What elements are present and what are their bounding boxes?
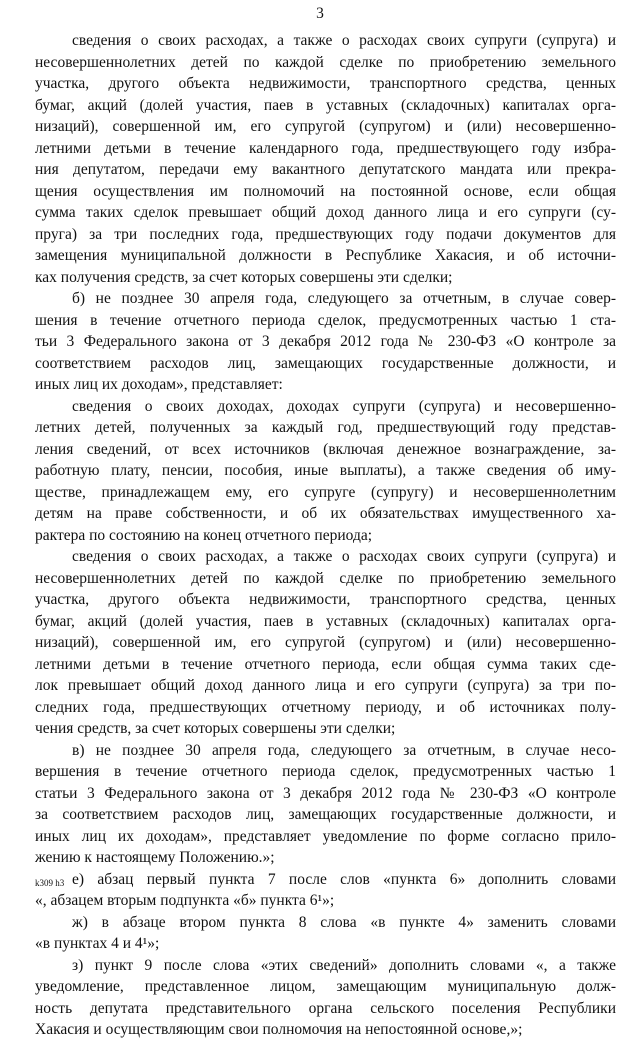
text-line: ность депутата представительного органа сельского поселения Республики	[35, 999, 616, 1017]
document-body	[35, 30, 616, 1041]
text-line: летними детьми в течение календарного года, предшествующего году избра-	[35, 139, 616, 157]
text-line: статьи 3 Федерального закона от 3 декабря 2012 года № 230-ФЗ «О контроле	[35, 784, 616, 802]
text-line: несовершеннолетних детей по каждой сделке по приобретению земельного	[35, 569, 616, 587]
text-line: иных лиц их доходам», представляет уведомление по форме согласно прило-	[35, 827, 616, 845]
text-line: замещения муниципальной должности в Республике Хакасия, и об источни-	[35, 247, 616, 264]
text-line: пруга) за три последних года, предшествующих году подачи документов для	[35, 225, 616, 243]
text-line: несовершеннолетних детей по каждой сделке по приобретению земельного	[35, 53, 616, 71]
text-line: ках получения средств, за счет которых совершены эти сделки;	[35, 268, 453, 286]
text-line: шения в течение отчетного периода сделок, предусмотренных частью 1 ста-	[35, 311, 616, 329]
text-line: сведения о своих доходах, доходах супруги (супруга) и несовершенно-	[72, 397, 616, 415]
text-line: уведомление, представленное лицом, замещающим муниципальную долж-	[35, 978, 616, 995]
text-line: работную плату, пенсии, пособия, иные выплаты), а также сведения об иму-	[35, 462, 616, 479]
text-line: участка, другого объекта недвижимости, транспортного средства, ценных	[35, 75, 616, 92]
text-line: е) абзац первый пункта 7 после слов «пункта 6» дополнить словами	[72, 870, 616, 888]
text-line: лок превышает общий доход данного лица и его супруги (супруга) за три по-	[35, 677, 616, 694]
text-line: тьи 3 Федерального закона от 3 декабря 2012 года № 230-ФЗ «О контроле за	[35, 333, 616, 350]
text-line: в) не позднее 30 апреля года, следующего за отчетным, в случае несо-	[72, 741, 616, 759]
text-line: иных лиц их доходам», представляет:	[35, 376, 283, 393]
text-line: сведения о своих расходах, а также о расходах своих супруги (супруга) и	[72, 32, 616, 49]
text-line: ществе, принадлежащем ему, его супруге (супругу) и несовершеннолетним	[35, 483, 616, 501]
page-number: 3	[316, 5, 324, 22]
text-line: бумаг, акций (долей участия, паев в уставных (складочных) капиталах орга-	[35, 612, 616, 630]
text-line: жению к настоящему Положению.»;	[35, 849, 275, 866]
text-line: ления сведений, от всех источников (включая денежное вознаграждение, за-	[35, 440, 616, 458]
text-line: щения осуществления им полномочий на постоянной основе, если общая	[35, 182, 616, 200]
text-line: рактера по состоянию на конец отчетного периода;	[35, 526, 373, 544]
text-line: летними детьми в течение отчетного периода, если общая сумма таких сде-	[35, 655, 616, 673]
text-line: участка, другого объекта недвижимости, транспортного средства, ценных	[35, 591, 616, 608]
text-line: «в пунктах 4 и 4¹»;	[35, 935, 160, 952]
text-line: Хакасия и осуществляющим свои полномочия на непостоянной основе,»;	[35, 1021, 523, 1038]
text-line: следних года, предшествующих отчетному периоду, и об источниках полу-	[35, 698, 616, 716]
text-line: сведения о своих расходах, а также о расходах своих супруги (супруга) и	[72, 548, 616, 565]
text-line: низаций), совершенной им, его супругой (супругом) и (или) несовершенно-	[35, 634, 616, 651]
text-line: детям на праве собственности, и об их обязательствах имущественного ха-	[35, 505, 616, 522]
text-line: з) пункт 9 после слова «этих сведений» дополнить словами «, а также	[72, 956, 616, 974]
footer-code: k309 h3	[35, 878, 65, 888]
text-line: чения средств, за счет которых совершены эти сделки;	[35, 720, 396, 737]
text-line: низаций), совершенной им, его супругой (супругом) и (или) несовершенно-	[35, 118, 616, 135]
text-line: соответствием расходов лиц, замещающих государственные должности, и	[35, 354, 616, 372]
text-line: б) не позднее 30 апреля года, следующего за отчетным, в случае совер-	[72, 290, 616, 307]
text-line: сумма таких сделок превышает общий доход данного лица и его супруги (су-	[35, 204, 616, 221]
text-line: «, абзацем вторым подпункта «б» пункта 6¹»;	[35, 892, 335, 909]
text-line: вершения в течение отчетного периода сделок, предусмотренных частью 1	[35, 763, 616, 780]
text-line: за соответствием расходов лиц, замещающих государственные должности, и	[35, 806, 616, 823]
text-line: бумаг, акций (долей участия, паев в уставных (складочных) капиталах орга-	[35, 96, 616, 114]
text-line: ж) в абзаце втором пункта 8 слова «в пункте 4» заменить словами	[72, 913, 616, 931]
text-line: ния депутатом, передачи ему вакантного депутатского мандата или прекра-	[35, 161, 616, 178]
text-line: летних детей, полученных за каждый год, предшествующий году представ-	[35, 419, 616, 436]
